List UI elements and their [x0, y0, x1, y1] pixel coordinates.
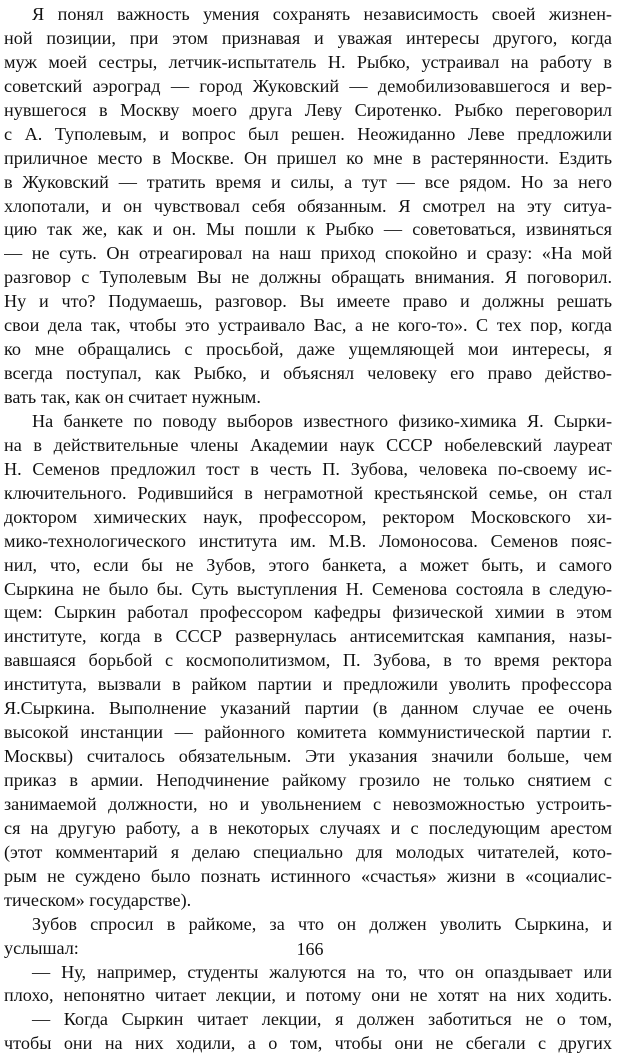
text-line: мико-технологического института им. М.В. Ломоносова. Семенов пояс-	[4, 530, 612, 551]
text-line: Сыркина не было бы. Суть выступления Н. Семенова состояла в следую-	[4, 578, 612, 599]
text-line: услышал:	[4, 937, 79, 958]
text-line: ной позиции, при этом признавая и уважая интересы другого, когда	[4, 27, 612, 48]
text-line: ко мне обращались с просьбой, даже ущемляющей мои интересы, я	[4, 339, 612, 360]
text-line: муж моей сестры, летчик-испытатель Н. Рыбко, устраивал на работу в	[4, 51, 612, 72]
text-line: хлопотали, и он чувствовал себя обязанным. Я смотрел на эту ситуа-	[4, 195, 612, 216]
text-line: ся на другую работу, а в некоторых случаях и с последующим арестом	[4, 817, 612, 838]
text-line: тическом» государстве).	[4, 889, 192, 910]
text-line: рым не суждено было познать истинного «счастья» жизни в «социалис-	[4, 865, 612, 886]
text-line: — Ну, например, студенты жалуются на то, что он опаздывает или	[32, 961, 612, 982]
text-line: института, вызвали в райком партии и предложили уволить профессора	[4, 674, 612, 695]
text-line: Москвы) считалось обязательным. Эти указания значили больше, чем	[4, 746, 612, 767]
text-line: цию так же, как и он. Мы пошли к Рыбко — советоваться, извиняться	[4, 219, 612, 240]
text-line: в Жуковский — тратить время и силы, а тут — все рядом. Но за него	[4, 171, 612, 192]
text-line: плохо, непонятно читает лекции, и потому они не хотят на них ходить.	[4, 985, 612, 1006]
text-line: вать так, как он считает нужным.	[4, 387, 261, 407]
text-line: с А. Туполевым, и вопрос был решен. Неожиданно Леве предложили	[4, 123, 612, 144]
text-line: советский аэроград — город Жуковский — демобилизовавшегося и вер-	[4, 75, 612, 96]
text-line: щем: Сыркин работал профессором кафедры физической химии в этом	[4, 602, 612, 623]
text-line: чтобы они на них ходили, а о том, чтобы они не сбегали с других	[4, 1033, 612, 1054]
text-line: свои дела так, чтобы это устраивало Вас, а не кого-то». С тех пор, когда	[4, 315, 612, 336]
text-line: доктором химических наук, профессором, ректором Московского хи-	[4, 506, 612, 527]
text-line: Я.Сыркина. Выполнение указаний партии (в данном случае ее очень	[4, 698, 612, 719]
text-line: Зубов спросил в райкоме, за что он должен уволить Сыркина, и	[32, 913, 612, 934]
page-body-text	[4, 3, 612, 1056]
text-line: Ну и что? Подумаешь, разговор. Вы имеете право и должны решать	[4, 291, 612, 312]
text-line: всегда поступал, как Рыбко, и объяснял человеку его право действо-	[4, 363, 612, 384]
text-line: — не суть. Он отреагировал на наш приход спокойно и сразу: «На мой	[4, 243, 612, 264]
text-line: На банкете по поводу выборов известного физико-химика Я. Сырки-	[32, 410, 612, 431]
text-line: на в действительные члены Академии наук СССР нобелевский лауреат	[4, 434, 612, 455]
text-line: высокой инстанции — районного комитета коммунистической партии г.	[4, 722, 612, 743]
text-line: Н. Семенов предложил тост в честь П. Зубова, человека по-своему ис-	[4, 458, 612, 479]
text-line: занимаемой должности, но и увольнением с невозможностью устроить-	[4, 793, 612, 814]
text-line: (этот комментарий я делаю специально для молодых читателей, кото-	[4, 841, 612, 862]
text-line: ключительного. Родившийся в неграмотной крестьянской семье, он стал	[4, 482, 612, 503]
text-line: нувшегося в Москву моего друга Леву Сиротенко. Рыбко переговорил	[4, 99, 612, 120]
page-number: 166	[296, 939, 324, 959]
text-line: Я понял важность умения сохранять независимость своей жизнен-	[32, 4, 612, 24]
text-line: — Когда Сыркин читает лекции, я должен заботиться не о том,	[32, 1009, 612, 1030]
text-line: приличное место в Москве. Он пришел ко мне в растерянности. Ездить	[4, 147, 612, 168]
text-line: приказ в армии. Неподчинение райкому грозило не только снятием с	[4, 770, 612, 790]
text-line: разговор с Туполевым Вы не должны обращать внимания. Я поговорил.	[4, 267, 612, 288]
text-line: институте, когда в СССР развернулась антисемитская кампания, назы-	[4, 626, 612, 647]
text-line: нил, что, если бы не Зубов, этого банкета, а может быть, и самого	[4, 554, 612, 575]
text-line: вавшаяся борьбой с космополитизмом, П. Зубова, в то время ректора	[4, 650, 612, 671]
